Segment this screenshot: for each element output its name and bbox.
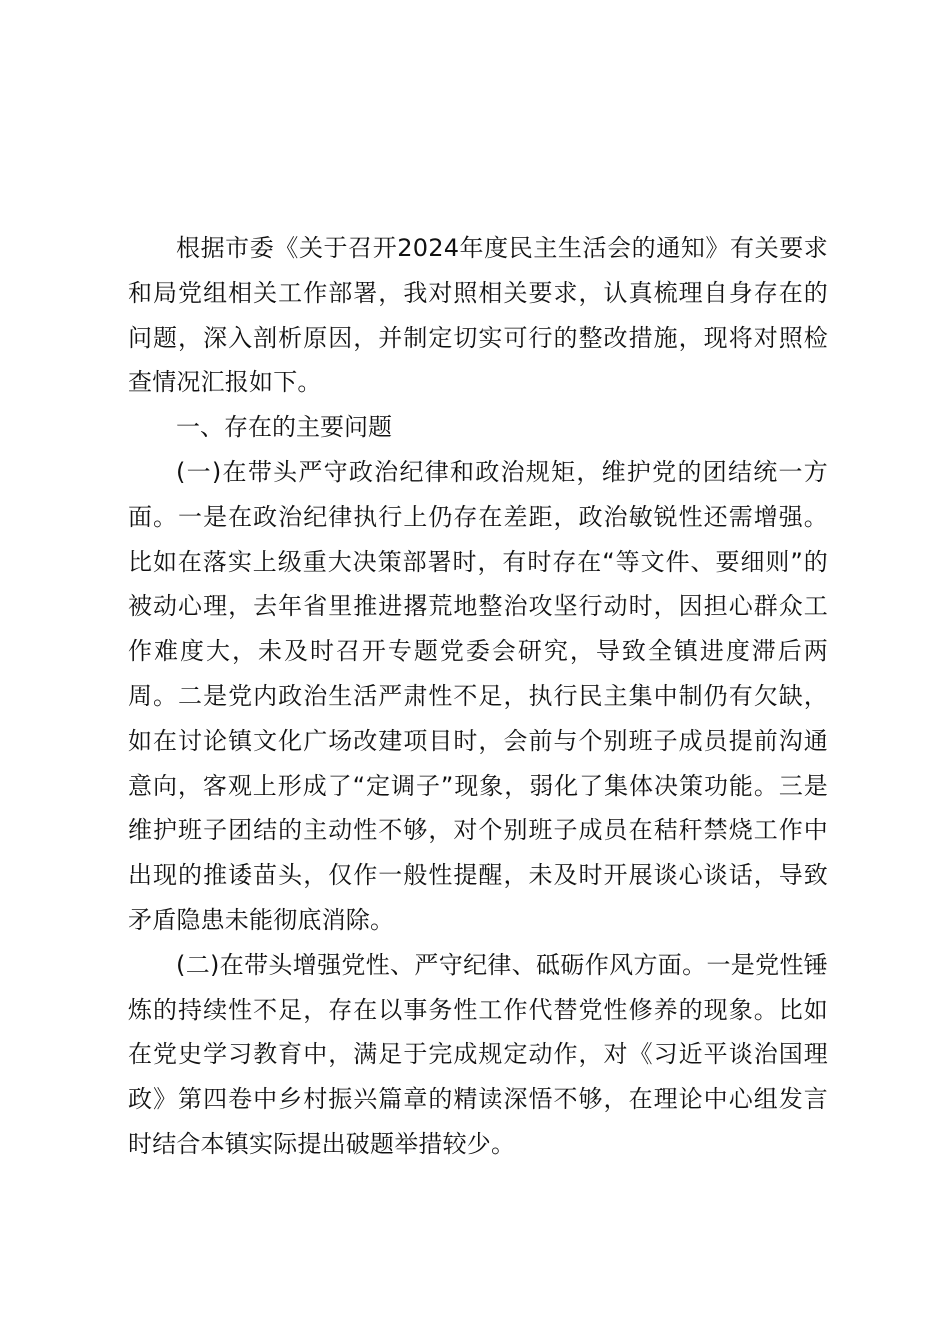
item-paragraph-2: (二)在带头增强党性、严守纪律、砥砺作风方面。一是党性锤炼的持续性不足，存在以事务性工作代替党性修养的现象。比如在党史学习教育中，满足于完成规定动作，对《习近平谈治国理政》第四卷中乡村振兴篇章的精读深悟不够，在理论中心组发言时结合本镇实际提出破题举措较少。 <box>128 950 828 1158</box>
section-heading: 一、存在的主要问题 <box>176 413 392 442</box>
item-paragraph-1: (一)在带头严守政治纪律和政治规矩，维护党的团结统一方面。一是在政治纪律执行上仍存在差距，政治敏锐性还需增强。比如在落实上级重大决策部署时，有时存在“等文件、要细则”的被动心理，去年省里推进撂荒地整治攻坚行动时，因担心群众工作难度大，未及时召开专题党委会研究，导致全镇进度滞后两周。二是党内政治生活严肃性不足，执行民主集中制仍有欠缺，如在讨论镇文化广场改建项目时，会前与个别班子成员提前沟通意向，客观上形成了“定调子”现象，弱化了集体决策功能。三是维护班子团结的主动性不够，对个别班子成员在秸秆禁烧工作中出现的推诿苗头，仅作一般性提醒，未及时开展谈心谈话，导致矛盾隐患未能彻底消除。 <box>128 457 828 934</box>
intro-paragraph: 根据市委《关于召开2024年度民主生活会的通知》有关要求和局党组相关工作部署，我对照相关要求，认真梳理自身存在的问题，深入剖析原因，并制定切实可行的整改措施，现将对照检查情况汇报如下。 <box>128 234 828 397</box>
document-body <box>128 226 828 1167</box>
